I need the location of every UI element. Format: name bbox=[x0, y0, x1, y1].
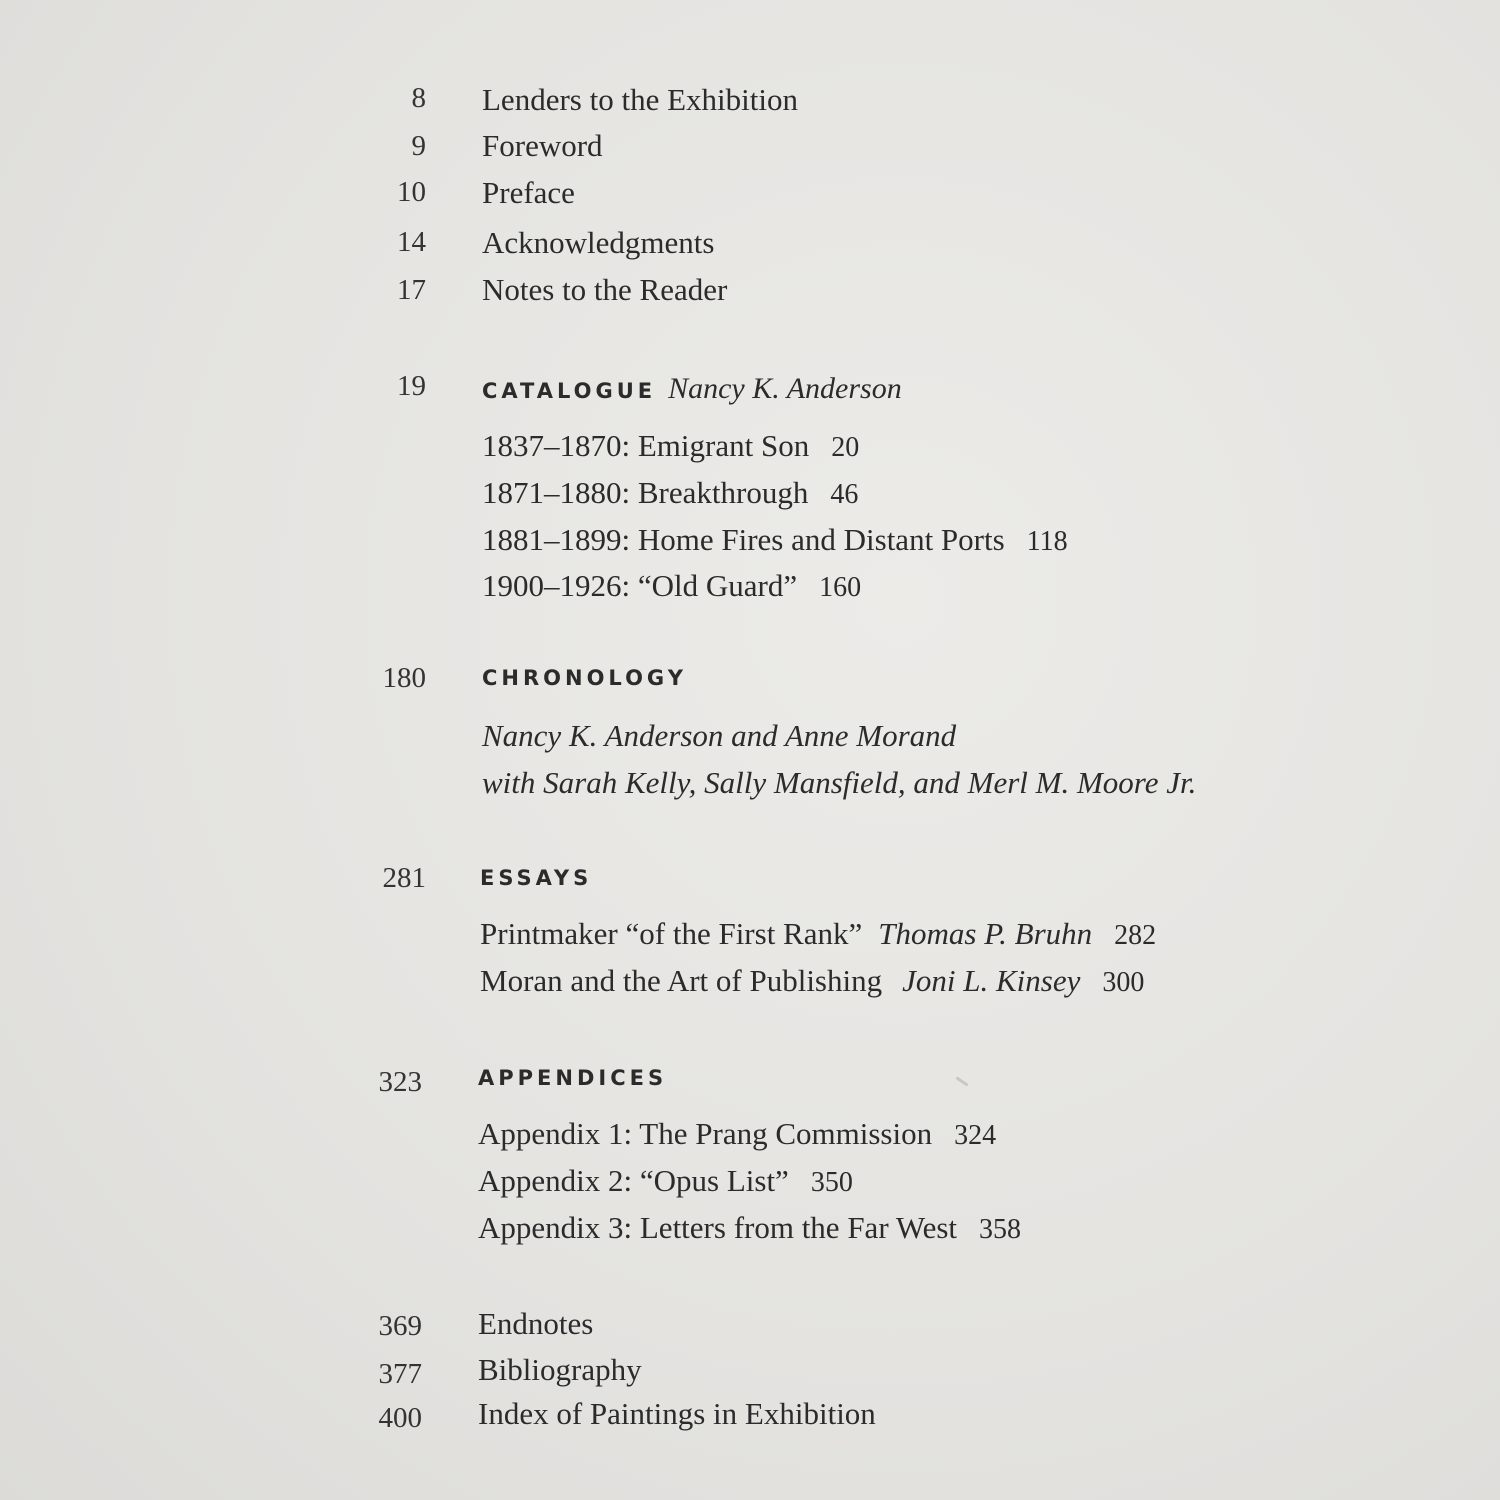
toc-subentry bbox=[478, 1116, 996, 1152]
toc-subentry bbox=[480, 916, 1156, 952]
toc-subentry-page: 300 bbox=[1102, 967, 1145, 998]
toc-subentry bbox=[482, 428, 859, 464]
toc-page-number: 19 bbox=[397, 370, 426, 402]
section-heading-essays: ESSAYS bbox=[480, 866, 593, 890]
toc-subentry bbox=[478, 1163, 853, 1199]
toc-subentry-page: 20 bbox=[831, 432, 860, 463]
toc-entry-foreword: Foreword bbox=[482, 128, 603, 163]
toc-subentry-title: Appendix 1: The Prang Commission bbox=[478, 1116, 933, 1151]
toc-subentry-title: Printmaker “of the First Rank” bbox=[480, 916, 863, 951]
toc-subentry-title: 1837–1870: Emigrant Son bbox=[482, 428, 810, 463]
toc-entry-index-of-paintings: Index of Paintings in Exhibition bbox=[478, 1396, 876, 1431]
toc-subentry bbox=[478, 1210, 1021, 1246]
toc-subentry-title: Moran and the Art of Publishing bbox=[480, 963, 883, 998]
toc-page-number: 369 bbox=[378, 1310, 422, 1342]
toc-subentry-title: 1871–1880: Breakthrough bbox=[482, 475, 809, 510]
toc-subentry bbox=[480, 963, 1144, 999]
toc-entry-endnotes: Endnotes bbox=[478, 1306, 594, 1341]
section-heading-appendices: APPENDICES bbox=[478, 1066, 668, 1090]
toc-page-number: 17 bbox=[397, 274, 426, 306]
toc-subentry-page: 358 bbox=[979, 1214, 1022, 1245]
section-heading-chronology: CHRONOLOGY bbox=[482, 666, 687, 690]
toc-page-number: 180 bbox=[382, 662, 426, 694]
toc-subentry-page: 282 bbox=[1114, 920, 1157, 951]
toc-page-number: 323 bbox=[378, 1066, 422, 1098]
toc-subentry-title: Appendix 3: Letters from the Far West bbox=[478, 1210, 958, 1245]
toc-entry-notes-to-reader: Notes to the Reader bbox=[482, 272, 728, 307]
toc-page-number: 281 bbox=[382, 862, 426, 894]
toc-subentry-page: 46 bbox=[830, 479, 859, 510]
toc-page-number: 10 bbox=[397, 176, 426, 208]
section-authors-line: with Sarah Kelly, Sally Mansfield, and Merl M. Moore Jr. bbox=[482, 765, 1197, 800]
toc-page-number: 377 bbox=[378, 1358, 422, 1390]
toc-page-number: 14 bbox=[397, 226, 426, 258]
paper-speck bbox=[955, 1076, 968, 1086]
toc-page-number: 9 bbox=[411, 130, 426, 162]
section-heading-label: CATALOGUE bbox=[482, 379, 657, 403]
toc-subentry-page: 160 bbox=[819, 572, 862, 603]
toc-entry-preface: Preface bbox=[482, 175, 575, 210]
toc-subentry bbox=[482, 522, 1068, 558]
toc-entry-bibliography: Bibliography bbox=[478, 1352, 642, 1387]
toc-subentry-title: Appendix 2: “Opus List” bbox=[478, 1163, 789, 1198]
toc-subentry-author: Joni L. Kinsey bbox=[902, 963, 1081, 998]
section-heading-catalogue bbox=[482, 372, 902, 406]
toc-subentry-author: Thomas P. Bruhn bbox=[878, 916, 1093, 951]
toc-subentry bbox=[482, 568, 861, 604]
toc-entry-lenders: Lenders to the Exhibition bbox=[482, 82, 798, 117]
toc-subentry-page: 350 bbox=[810, 1167, 853, 1198]
toc-subentry-page: 118 bbox=[1026, 526, 1068, 557]
toc-subentry-title: 1881–1899: Home Fires and Distant Ports bbox=[482, 522, 1005, 557]
toc-subentry-page: 324 bbox=[954, 1120, 997, 1151]
toc-page-number: 8 bbox=[411, 82, 426, 114]
section-authors-line: Nancy K. Anderson and Anne Morand bbox=[482, 718, 957, 753]
toc-subentry-title: 1900–1926: “Old Guard” bbox=[482, 568, 798, 603]
toc-subentry bbox=[482, 475, 858, 511]
toc-entry-acknowledgments: Acknowledgments bbox=[482, 225, 715, 260]
toc-page-number: 400 bbox=[378, 1402, 422, 1434]
section-author: Nancy K. Anderson bbox=[668, 372, 902, 405]
